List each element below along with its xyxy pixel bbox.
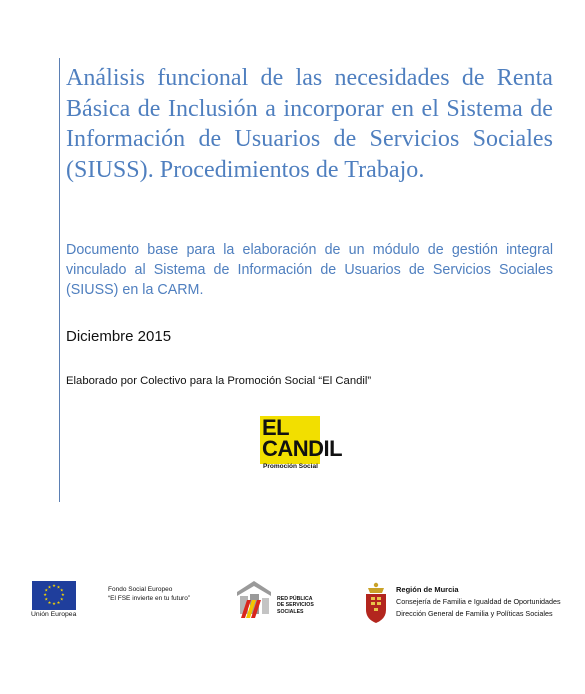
document-author: Elaborado por Colectivo para la Promoción Social “El Candil”: [66, 375, 372, 387]
red-publica-line-1: RED PÚBLICA: [277, 596, 313, 602]
candil-logo-word-el: EL: [262, 415, 290, 440]
svg-text:★: ★: [47, 599, 52, 605]
svg-text:★: ★: [52, 601, 56, 606]
fse-line-1: Fondo Social Europeo: [108, 586, 173, 593]
svg-text:★: ★: [59, 596, 64, 602]
svg-text:★: ★: [56, 599, 61, 605]
el-candil-logo: [260, 416, 360, 476]
red-publica-logo-icon: [235, 578, 273, 620]
region-murcia-text: [396, 584, 561, 620]
document-subtitle: Documento base para la elaboración de un módulo de gestión integral vinculado al Sistema de Información de Usuarios de Servicios Sociales (SIUSS) en la CARM.: [66, 242, 553, 298]
candil-logo-word-candil: CANDIL: [262, 436, 343, 461]
eu-label: Unión Europea: [31, 611, 77, 618]
region-murcia-name: Región de Murcia: [396, 585, 459, 594]
red-publica-line-3: SOCIALES: [277, 608, 304, 615]
svg-text:★: ★: [61, 592, 65, 598]
document-title: Análisis funcional de las necesidades de Renta Básica de Inclusión a incorporar en el Sistema de Información de Usuarios de Servicios Sociales (SIUSS). Procedimientos de Trabajo.: [66, 65, 553, 183]
region-murcia-shield-icon: [363, 581, 389, 624]
svg-text:★: ★: [56, 584, 61, 590]
region-murcia-line-1: Consejería de Familia e Igualdad de Oportunidades: [396, 597, 561, 606]
red-publica-text: [277, 596, 314, 615]
red-publica-line-2: DE SERVICIOS: [277, 602, 314, 609]
svg-text:★: ★: [52, 583, 56, 589]
document-date: Diciembre 2015: [66, 328, 172, 345]
candil-logo-tagline: Promoción Social: [263, 463, 318, 470]
fse-text: [108, 585, 190, 603]
eu-stars-icon: [32, 581, 76, 610]
svg-text:★: ★: [47, 584, 52, 590]
svg-text:★: ★: [44, 587, 49, 593]
left-accent-bar: [59, 58, 60, 502]
region-murcia-line-2: Dirección General de Familia y Políticas Sociales: [396, 609, 553, 618]
svg-text:★: ★: [59, 587, 64, 593]
fse-line-2: “El FSE invierte en tu futuro”: [108, 595, 191, 602]
svg-text:★: ★: [44, 596, 49, 602]
svg-text:★: ★: [43, 592, 47, 598]
eu-flag-icon: [32, 581, 76, 610]
